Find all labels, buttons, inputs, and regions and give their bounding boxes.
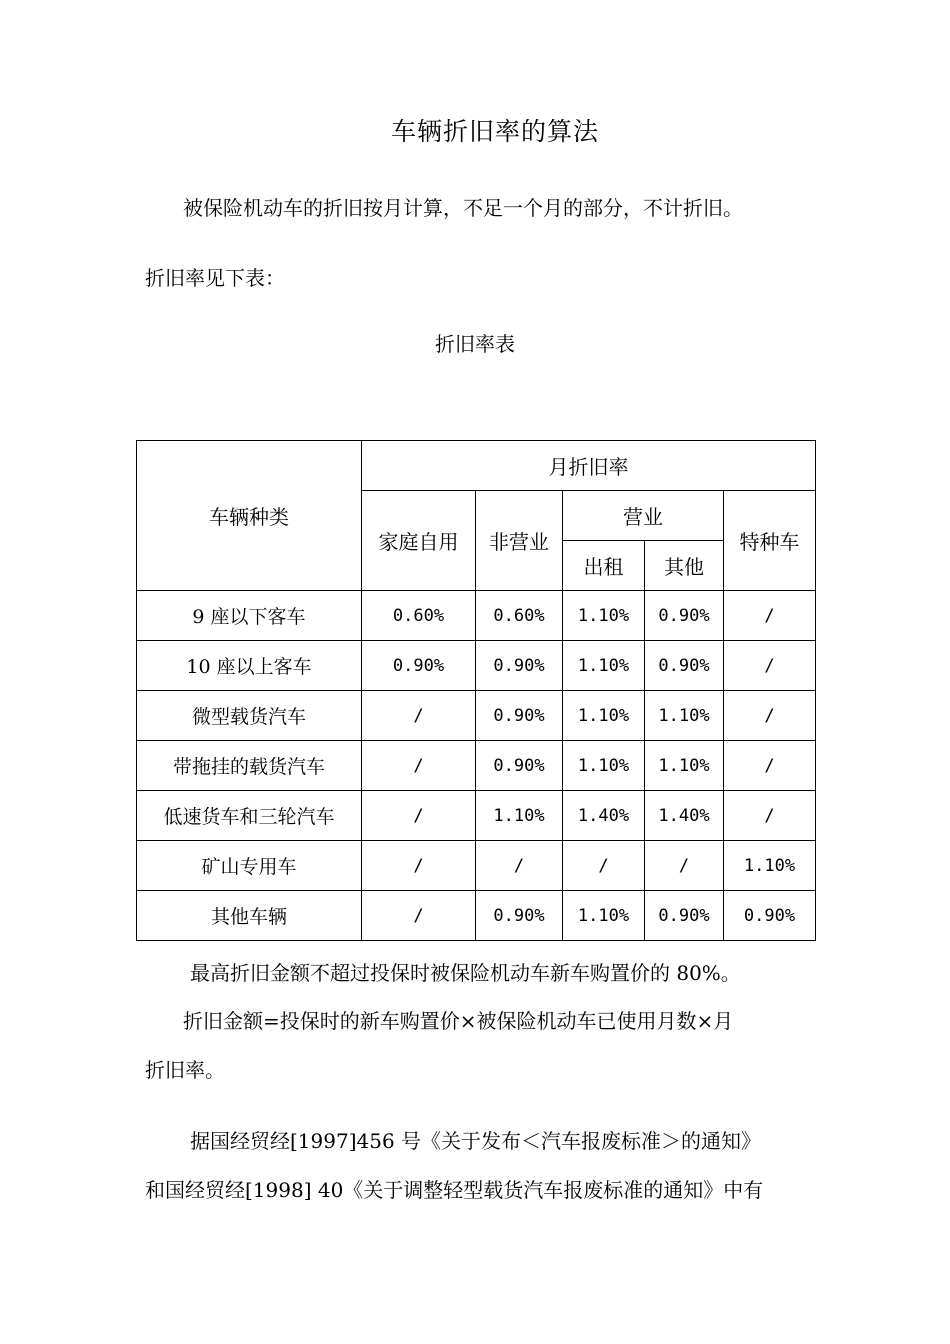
special-rate-cell: / bbox=[724, 591, 816, 641]
formula-line-2: 折旧率。 bbox=[145, 1058, 225, 1082]
business-header: 营业 bbox=[563, 491, 724, 541]
table-row bbox=[137, 691, 816, 741]
special-rate-cell: 1.10% bbox=[724, 841, 816, 891]
nonbusiness-rate-cell: 0.90% bbox=[476, 891, 563, 941]
depreciation-rate-table bbox=[136, 440, 816, 941]
special-rate-cell: 0.90% bbox=[724, 891, 816, 941]
nonbusiness-rate-cell: 0.60% bbox=[476, 591, 563, 641]
special-rate-cell: / bbox=[724, 791, 816, 841]
vehicle-type-cell: 带拖挂的载货汽车 bbox=[137, 741, 362, 791]
family-rate-cell: 0.60% bbox=[362, 591, 476, 641]
family-rate-cell: / bbox=[362, 841, 476, 891]
taxi-rate-cell: 1.40% bbox=[563, 791, 645, 841]
taxi-rate-cell: 1.10% bbox=[563, 891, 645, 941]
vehicle-type-cell: 微型载货汽车 bbox=[137, 691, 362, 741]
table-row bbox=[137, 841, 816, 891]
other-rate-cell: 0.90% bbox=[645, 641, 724, 691]
taxi-rate-cell: / bbox=[563, 841, 645, 891]
taxi-rate-cell: 1.10% bbox=[563, 691, 645, 741]
vehicle-type-cell: 9 座以下客车 bbox=[137, 591, 362, 641]
document-title: 车辆折旧率的算法 bbox=[390, 117, 599, 146]
other-rate-cell: 1.40% bbox=[645, 791, 724, 841]
other-rate-cell: 1.10% bbox=[645, 741, 724, 791]
special-rate-cell: / bbox=[724, 641, 816, 691]
vehicle-type-cell: 其他车辆 bbox=[137, 891, 362, 941]
nonbusiness-rate-cell: 0.90% bbox=[476, 691, 563, 741]
table-header-row-1 bbox=[137, 441, 816, 491]
family-rate-cell: 0.90% bbox=[362, 641, 476, 691]
other-header: 其他 bbox=[645, 541, 724, 591]
taxi-rate-cell: 1.10% bbox=[563, 741, 645, 791]
taxi-header: 出租 bbox=[563, 541, 645, 591]
family-rate-cell: / bbox=[362, 691, 476, 741]
family-rate-cell: / bbox=[362, 791, 476, 841]
non-business-header: 非营业 bbox=[476, 491, 563, 591]
table-row bbox=[137, 891, 816, 941]
table-row bbox=[137, 741, 816, 791]
other-rate-cell: 0.90% bbox=[645, 891, 724, 941]
table-caption: 折旧率表 bbox=[435, 332, 515, 356]
nonbusiness-rate-cell: 0.90% bbox=[476, 641, 563, 691]
see-table-line: 折旧率见下表： bbox=[145, 266, 285, 290]
intro-paragraph: 被保险机动车的折旧按月计算，不足一个月的部分，不计折旧。 bbox=[183, 196, 743, 220]
monthly-rate-header: 月折旧率 bbox=[362, 441, 816, 491]
formula-line-1: 折旧金额=投保时的新车购置价×被保险机动车已使用月数×月 bbox=[183, 1009, 734, 1033]
vehicle-type-cell: 矿山专用车 bbox=[137, 841, 362, 891]
reference-line-1: 据国经贸经[1997]456 号《关于发布＜汽车报废标准＞的通知》 bbox=[190, 1129, 762, 1153]
other-rate-cell: / bbox=[645, 841, 724, 891]
family-use-header: 家庭自用 bbox=[362, 491, 476, 591]
family-rate-cell: / bbox=[362, 741, 476, 791]
taxi-rate-cell: 1.10% bbox=[563, 641, 645, 691]
nonbusiness-rate-cell: 0.90% bbox=[476, 741, 563, 791]
special-rate-cell: / bbox=[724, 691, 816, 741]
vehicle-type-header: 车辆种类 bbox=[137, 441, 362, 591]
nonbusiness-rate-cell: 1.10% bbox=[476, 791, 563, 841]
table-row bbox=[137, 791, 816, 841]
special-vehicle-header: 特种车 bbox=[724, 491, 816, 591]
vehicle-type-cell: 低速货车和三轮汽车 bbox=[137, 791, 362, 841]
nonbusiness-rate-cell: / bbox=[476, 841, 563, 891]
vehicle-type-cell: 10 座以上客车 bbox=[137, 641, 362, 691]
other-rate-cell: 1.10% bbox=[645, 691, 724, 741]
max-depreciation-rule: 最高折旧金额不超过投保时被保险机动车新车购置价的 80%。 bbox=[190, 961, 741, 985]
taxi-rate-cell: 1.10% bbox=[563, 591, 645, 641]
other-rate-cell: 0.90% bbox=[645, 591, 724, 641]
table-row bbox=[137, 641, 816, 691]
table-row bbox=[137, 591, 816, 641]
special-rate-cell: / bbox=[724, 741, 816, 791]
family-rate-cell: / bbox=[362, 891, 476, 941]
reference-line-2: 和国经贸经[1998] 40《关于调整轻型载货汽车报废标准的通知》中有 bbox=[145, 1178, 764, 1202]
